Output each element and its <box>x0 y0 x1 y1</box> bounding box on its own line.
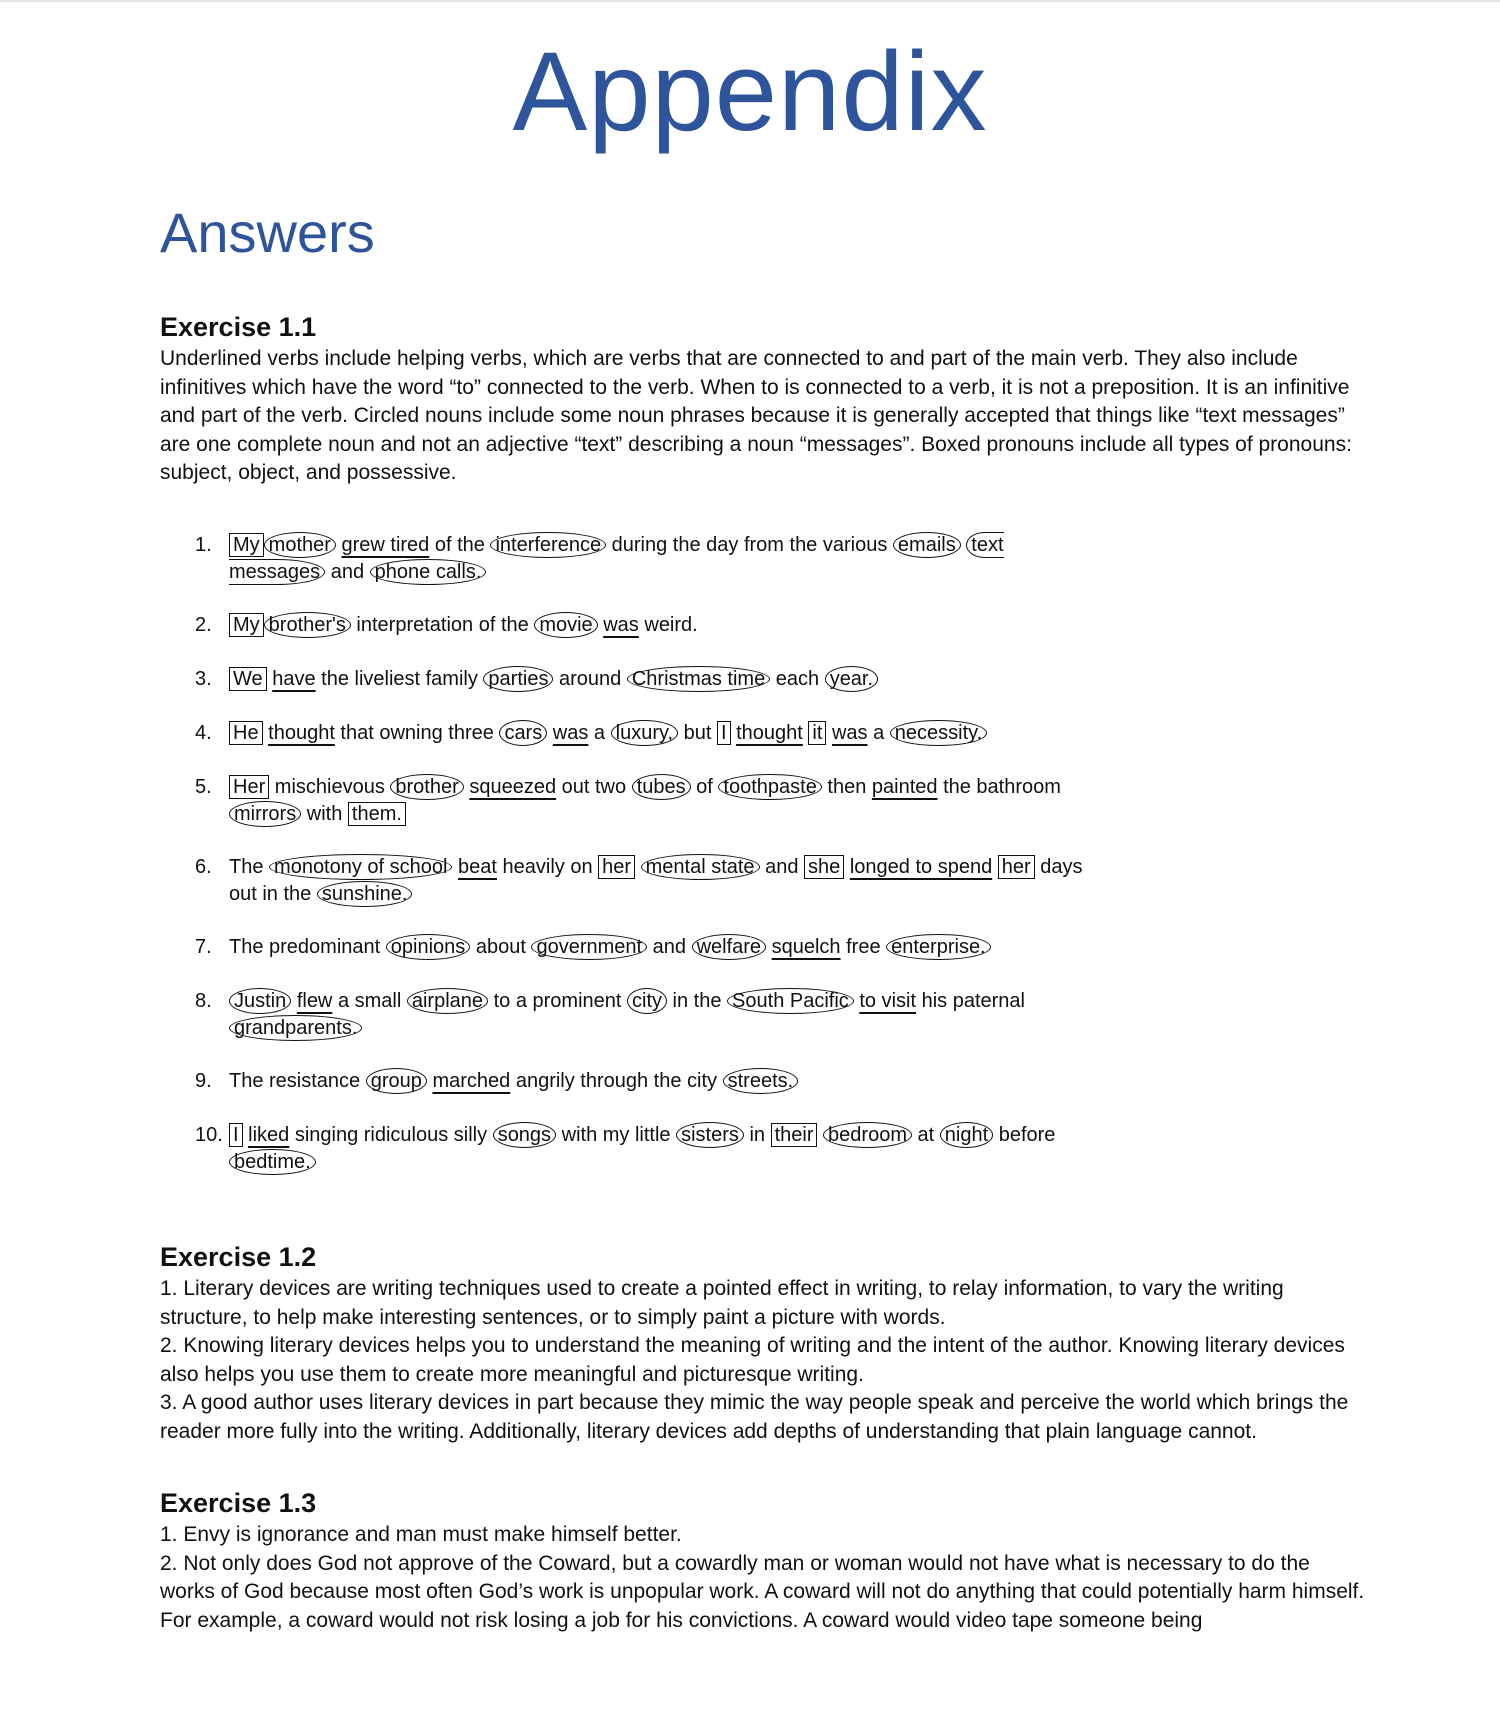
answer-text: I liked singing ridiculous silly songs with my little sisters in their bedroom at night before bedtime. <box>229 1122 1095 1176</box>
underlined-verb: was <box>603 614 639 636</box>
underlined-verb: grew tired <box>341 534 430 556</box>
circled-noun: phone calls. <box>370 559 487 585</box>
underlined-verb: was <box>552 722 589 744</box>
circled-noun: tubes <box>632 774 691 800</box>
boxed-pronoun: them. <box>348 802 406 826</box>
answer-item <box>195 720 1095 747</box>
exercise-heading: Exercise 1.2 <box>160 1242 317 1272</box>
boxed-pronoun: her <box>598 855 635 879</box>
circled-noun: brother <box>390 774 463 800</box>
exercise-item: 1. Envy is ignorance and man must make himself better. <box>160 1523 682 1547</box>
exercise-1-1 <box>160 312 1370 488</box>
circled-noun: necessity. <box>890 720 987 746</box>
underlined-verb: liked <box>248 1124 290 1146</box>
boxed-pronoun: it <box>808 721 826 745</box>
exercise-heading: Exercise 1.1 <box>160 312 317 342</box>
circled-noun: sunshine. <box>317 881 413 907</box>
answer-item <box>195 934 1095 961</box>
boxed-pronoun: I <box>717 721 731 745</box>
answer-number: 9. <box>195 1070 212 1092</box>
boxed-pronoun: she <box>804 855 844 879</box>
underlined-verb: longed to spend <box>849 856 993 878</box>
underlined-verb: thought <box>268 722 335 744</box>
circled-noun: city <box>627 988 667 1014</box>
circled-noun: group <box>366 1068 427 1094</box>
answer-text: My brother's interpretation of the movie was weird. <box>229 612 1095 639</box>
exercise-item: 2. Not only does God not approve of the Coward, but a cowardly man or woman would not have what is necessary to do the works of God because most often God’s work is unpopular work. A coward will not do anything that could potentially harm himself. For example, a coward would not risk losing a job for his convictions. A coward would video tape someone being <box>160 1551 1365 1632</box>
circled-noun: toothpaste <box>718 774 821 800</box>
circled-noun: enterprise. <box>886 934 991 960</box>
underlined-verb: marched <box>432 1070 511 1092</box>
underlined-verb: squelch <box>771 936 841 958</box>
section-title-answers: Answers <box>160 201 375 264</box>
circled-noun: mirrors <box>229 801 301 827</box>
answer-text: My mother grew tired of the interference during the day from the various emails text messages and phone calls. <box>229 534 1004 583</box>
exercise-item: 1. Literary devices are writing techniques used to create a pointed effect in writing, to relay information, to vary the writing structure, to help make interesting sentences, or to simply paint a picture with words. <box>160 1277 1284 1329</box>
circled-noun: bedroom <box>823 1122 912 1148</box>
circled-noun: opinions <box>386 934 471 960</box>
underlined-verb: to visit <box>859 990 917 1012</box>
answer-number: 5. <box>195 776 212 798</box>
circled-noun: government <box>531 934 647 960</box>
circled-noun: cars <box>499 720 547 746</box>
circled-noun: airplane <box>407 988 488 1014</box>
underlined-verb: beat <box>458 856 497 878</box>
answer-item <box>195 532 1095 586</box>
circled-noun: parties <box>483 666 553 692</box>
answer-number: 6. <box>195 856 212 878</box>
circled-noun: Justin <box>229 988 291 1014</box>
underlined-verb: was <box>831 722 868 744</box>
answer-text: He thought that owning three cars was a luxury, but I thought it was a necessity. <box>229 720 1095 747</box>
boxed-pronoun: He <box>229 721 263 745</box>
document-title: Appendix <box>512 29 988 154</box>
boxed-pronoun: My <box>229 533 264 557</box>
exercise-1-3 <box>160 1488 1370 1635</box>
circled-noun: mental state <box>641 854 760 880</box>
answer-number: 8. <box>195 990 212 1012</box>
answer-text: The monotony of school beat heavily on her mental state and she longed to spend her days out in the sunshine. <box>229 856 1083 905</box>
underlined-verb: flew <box>296 990 333 1012</box>
circled-noun: South Pacific <box>727 988 854 1014</box>
answer-number: 1. <box>195 534 212 556</box>
circled-noun: text messages <box>229 534 1004 583</box>
underlined-verb: thought <box>736 722 803 744</box>
boxed-pronoun: We <box>229 667 267 691</box>
answer-item <box>195 774 1095 828</box>
boxed-pronoun: her <box>998 855 1035 879</box>
circled-noun: night <box>940 1122 993 1148</box>
circled-noun: bedtime. <box>229 1149 316 1175</box>
exercise-intro: Underlined verbs include helping verbs, which are verbs that are connected to and part of the main verb. They also include infinitives which have the word “to” connected to the verb. When to is connected to a verb, it is not a preposition. It is an infinitive and part of the verb. Circled nouns include some noun phrases because it is generally accepted that things like “text messages” are one complete noun and not an adjective “text” describing a noun “messages”. Boxed pronouns include all types of pronouns: subject, object, and possessive. <box>160 347 1352 485</box>
circled-noun: monotony of school <box>269 854 452 880</box>
exercise-1-2 <box>160 1242 1370 1446</box>
underlined-verb: painted <box>871 776 938 798</box>
exercise-heading: Exercise 1.3 <box>160 1488 317 1518</box>
circled-noun: grandparents. <box>229 1015 362 1041</box>
answer-number: 4. <box>195 722 212 744</box>
circled-noun: songs <box>493 1122 556 1148</box>
underlined-verb: have <box>272 668 316 690</box>
circled-noun: brother's <box>264 612 351 638</box>
answer-item <box>195 612 1095 639</box>
circled-noun: luxury, <box>611 720 678 746</box>
answer-number: 3. <box>195 668 212 690</box>
boxed-pronoun: Her <box>229 775 269 799</box>
circled-noun: Christmas time <box>627 666 770 692</box>
answer-number: 7. <box>195 936 212 958</box>
answer-item <box>195 1068 1095 1095</box>
circled-noun: welfare <box>692 934 766 960</box>
circled-noun: movie <box>534 612 597 638</box>
answer-text: Justin flew a small airplane to a prominent city in the South Pacific to visit his paternal grandparents. <box>229 988 1095 1042</box>
underlined-verb: squeezed <box>469 776 557 798</box>
circled-noun: interference <box>490 532 606 558</box>
circled-noun: streets. <box>723 1068 799 1094</box>
answer-text: The predominant opinions about government and welfare squelch free enterprise. <box>229 934 1095 961</box>
boxed-pronoun: I <box>229 1123 243 1147</box>
exercise-item: 2. Knowing literary devices helps you to understand the meaning of writing and the intent of the author. Knowing literary devices also helps you use them to create more meaningful and picturesque writing. <box>160 1334 1345 1386</box>
answer-item <box>195 1122 1095 1176</box>
exercise-item: 3. A good author uses literary devices in part because they mimic the way people speak and perceive the world which brings the reader more fully into the writing. Additionally, literary devices add depths of understanding that plain language cannot. <box>160 1391 1349 1443</box>
answer-text: We have the liveliest family parties around Christmas time each year. <box>229 666 1095 693</box>
boxed-pronoun: My <box>229 613 264 637</box>
answer-item <box>195 666 1095 693</box>
answer-text: The resistance group marched angrily through the city streets. <box>229 1068 1095 1095</box>
boxed-pronoun: their <box>771 1123 818 1147</box>
circled-noun: year. <box>825 666 878 692</box>
circled-noun: mother <box>264 532 336 558</box>
answer-text: Her mischievous brother squeezed out two tubes of toothpaste then painted the bathroom mirrors with them. <box>229 774 1095 828</box>
circled-noun: emails <box>893 532 961 558</box>
circled-noun: sisters <box>676 1122 744 1148</box>
answer-item <box>195 988 1095 1042</box>
answer-number: 10. <box>195 1124 223 1146</box>
answer-number: 2. <box>195 614 212 636</box>
answer-item <box>195 854 1095 908</box>
